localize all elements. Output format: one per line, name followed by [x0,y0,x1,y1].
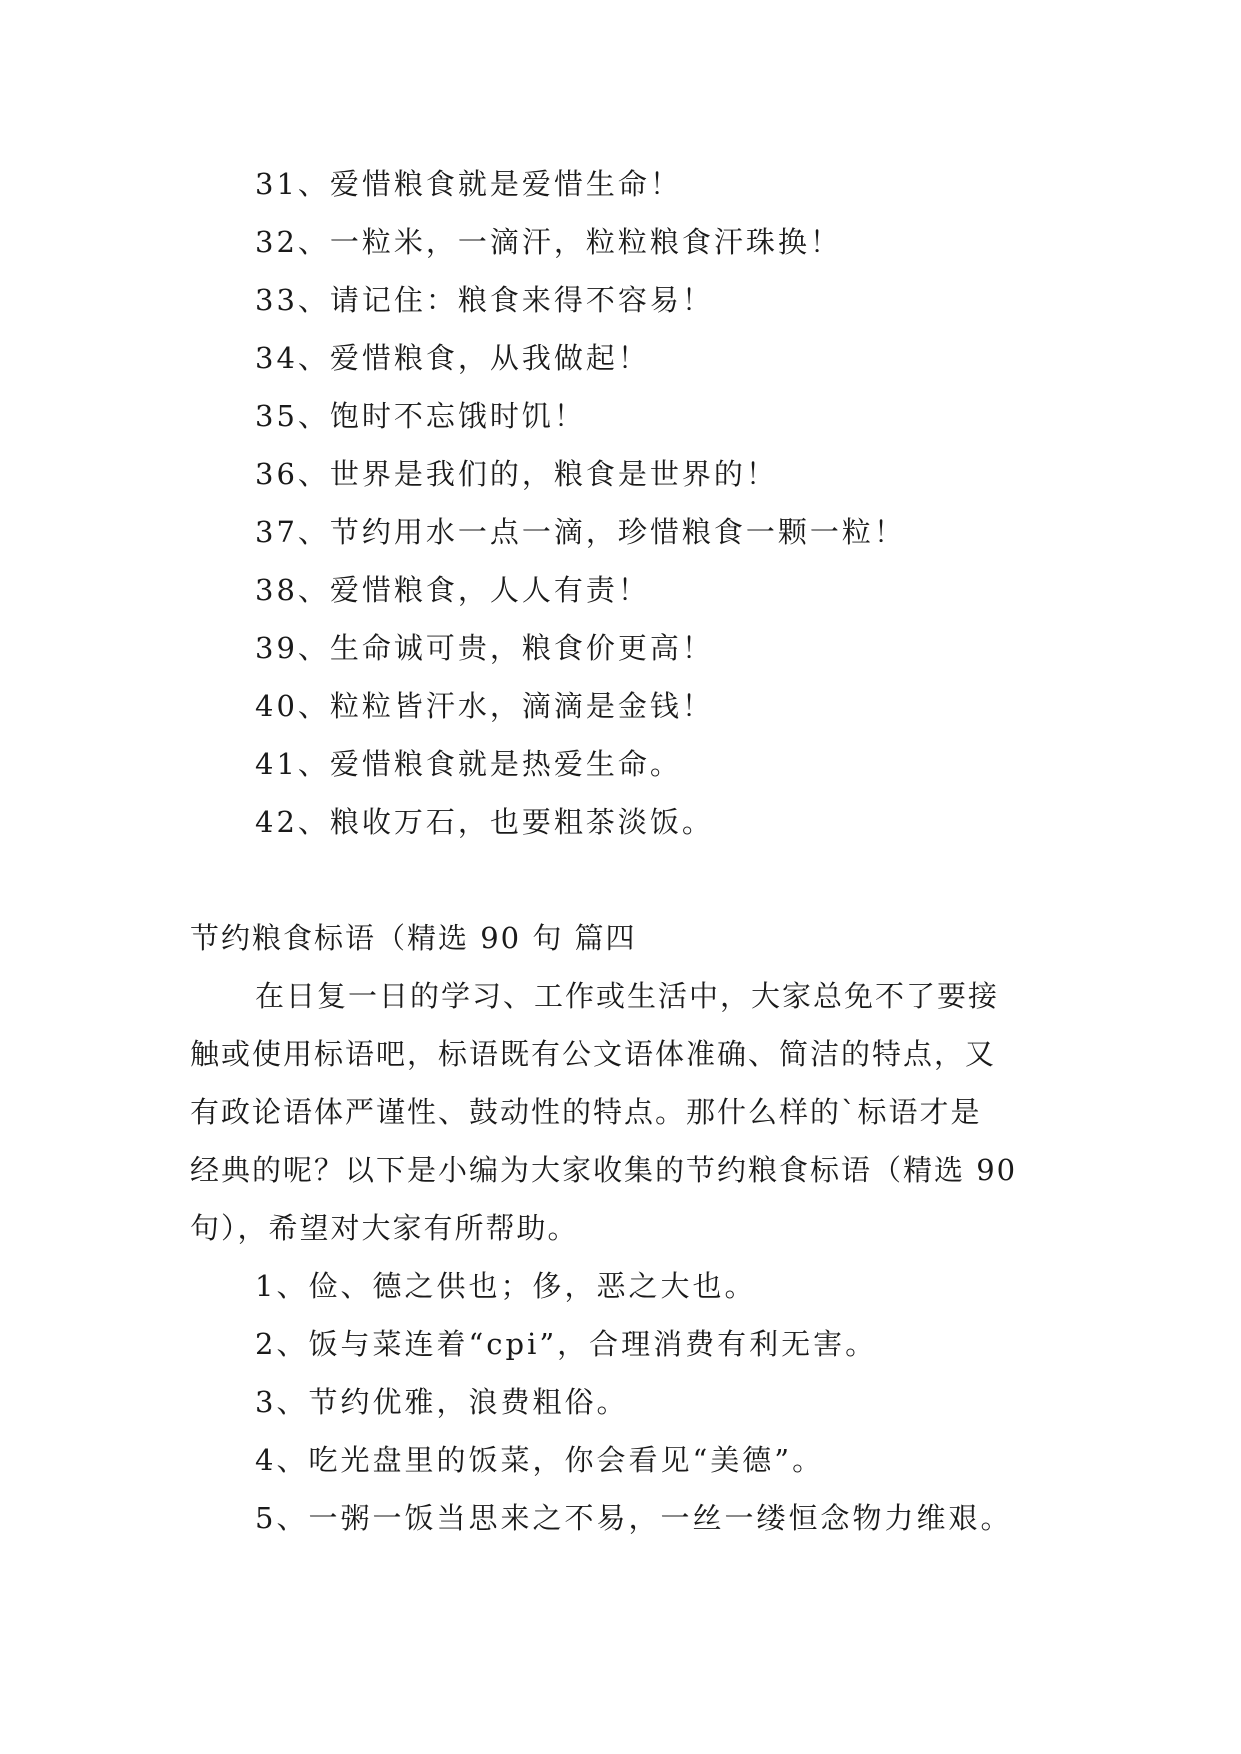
list-item: 3、节约优雅，浪费粗俗。 [255,1385,629,1419]
list-item: 36、世界是我们的，粮食是世界的！ [255,457,778,491]
list-item: 37、节约用水一点一滴，珍惜粮食一颗一粒！ [255,515,906,549]
list-item: 41、爱惜粮食就是热爱生命。 [255,747,682,781]
list-item: 4、吃光盘里的饭菜，你会看见“美德”。 [255,1443,825,1477]
section-heading: 节约粮食标语（精选 90 句 篇四 [190,921,637,955]
paragraph-line: 在日复一日的学习、工作或生活中，大家总免不了要接 [255,979,1000,1013]
paragraph-line: 有政论语体严谨性、鼓动性的特点。那什么样的`标语才是 [190,1095,982,1129]
list-item: 35、饱时不忘饿时饥！ [255,399,586,433]
list-item: 32、一粒米，一滴汗，粒粒粮食汗珠换！ [255,225,842,259]
list-item: 33、请记住：粮食来得不容易！ [255,283,714,317]
list-item: 5、一粥一饭当思来之不易，一丝一缕恒念物力维艰。 [255,1501,1013,1535]
paragraph-line: 触或使用标语吧，标语既有公文语体准确、简洁的特点，又 [190,1037,997,1071]
list-item: 31、爱惜粮食就是爱惜生命！ [255,167,682,201]
paragraph-line: 经典的呢？以下是小编为大家收集的节约粮食标语（精选 90 [190,1153,1018,1187]
list-item: 38、爱惜粮食，人人有责！ [255,573,650,607]
paragraph-line: 句），希望对大家有所帮助。 [190,1211,579,1245]
list-item: 40、粒粒皆汗水，滴滴是金钱！ [255,689,714,723]
list-item: 1、俭、德之供也；侈，恶之大也。 [255,1269,757,1303]
list-item: 39、生命诚可贵，粮食价更高！ [255,631,714,665]
list-item: 34、爱惜粮食，从我做起！ [255,341,650,375]
list-item: 42、粮收万石，也要粗茶淡饭。 [255,805,714,839]
list-item: 2、饭与菜连着“cpi”，合理消费有利无害。 [255,1327,878,1361]
